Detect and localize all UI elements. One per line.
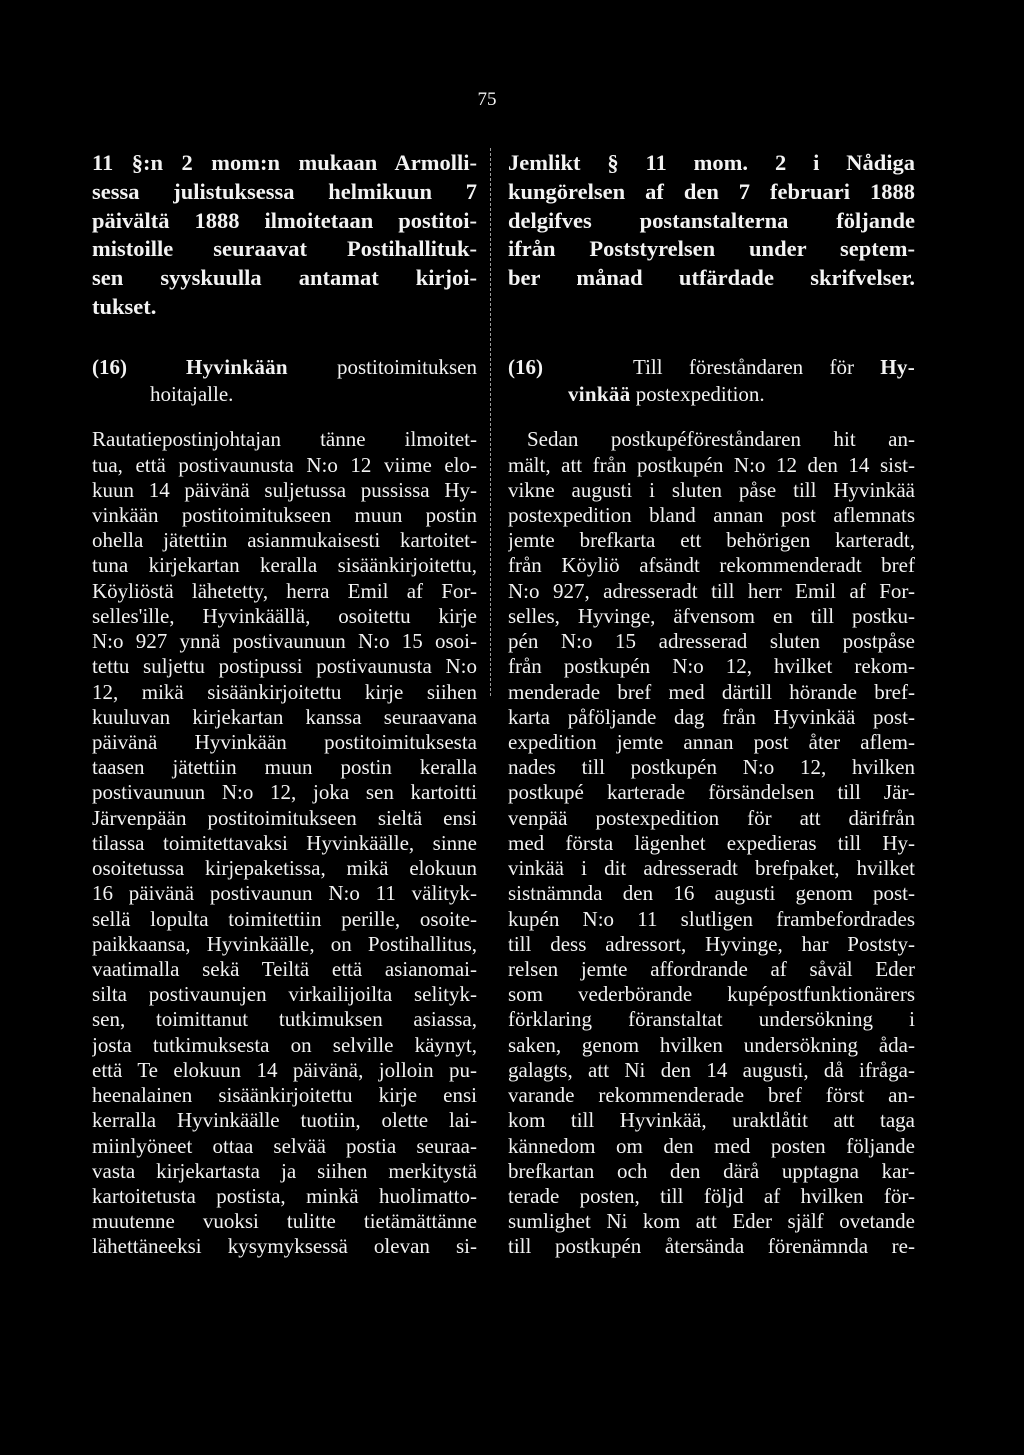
heading-line: Jemlikt § 11 mom. 2 i Nådiga (508, 150, 915, 175)
heading-line: delgifves postanstalterna följande (508, 207, 915, 233)
heading-line: sen syyskuulla antamat kirjoi- (92, 265, 477, 291)
body-line: 12, mikä sisäänkirjoitettu kirje siihen (92, 679, 477, 704)
body-line: kerralla Hyvinkäälle tuotiin, olette lai- (92, 1108, 477, 1133)
body-line: sellä lopulta toimitettiin perille, osoite- (92, 906, 477, 931)
body-line: varande rekommenderade bref först an- (508, 1083, 915, 1108)
heading-line: tukset. (92, 293, 157, 319)
addressee-place-start: Hy- (880, 355, 915, 379)
body-line: taasen jätettiin muun postin keralla (92, 755, 477, 780)
body-line: från postkupén N:o 12, hvilket rekom- (508, 654, 915, 679)
addressee-place: Hyvinkään (186, 355, 288, 379)
body-line: päivänä Hyvinkään postitoimituksesta (92, 730, 477, 755)
body-line: että Te elokuun 14 päivänä, jolloin pu- (92, 1057, 477, 1082)
body-line: kuuluvan kirjekartan kanssa seuraavana (92, 704, 477, 729)
body-line: venpää postexpedition för att därifrån (508, 805, 915, 830)
heading-line: 11 §:n 2 mom:n mukaan Armolli- (92, 150, 477, 175)
letter-heading-line (508, 354, 915, 381)
body-line: silta postivaunujen virkailijoilta selityk- (92, 982, 477, 1007)
body-line: Järvenpään postitoimitukseen sieltä ensi (92, 805, 477, 830)
body-line: N:o 927, adresseradt till herr Emil af For- (508, 578, 915, 603)
body-line: som vederbörande kupépostfunktionärers (508, 982, 915, 1007)
body-line: nades till postkupén N:o 12, hvilken (508, 755, 915, 780)
body-line: 16 päivänä postivaunun N:o 11 välityk- (92, 881, 477, 906)
body-line: vasta kirjekartasta ja siihen merkitystä (92, 1158, 477, 1183)
body-line: tua, että postivaunusta N:o 12 viime elo- (92, 452, 477, 477)
letter-body (508, 427, 915, 1259)
body-line: Köyliöstä lähetetty, herra Emil af For- (92, 578, 477, 603)
body-line: postexpedition bland annan post aflemnats (508, 503, 915, 528)
body-line: sen, toimittanut tutkimuksen asiassa, (92, 1007, 477, 1032)
addressee-title: postitoimituksen (336, 355, 477, 379)
letter-addressee (633, 354, 915, 381)
body-line: mält, att från postkupén N:o 12 den 14 sist- (508, 452, 915, 477)
page-number: 75 (477, 89, 497, 110)
body-line: muutenne vuoksi tulitte tietämättänne (92, 1209, 477, 1234)
body-line: saken, genom hvilken undersökning åda- (508, 1032, 915, 1057)
column-heading (508, 149, 915, 293)
body-line: heenalainen sisäänkirjoitettu kirje ensi (92, 1083, 477, 1108)
body-line: brefkartan och den därå upptagna kar- (508, 1158, 915, 1183)
body-line: Rautatiepostinjohtajan tänne ilmoitet- (92, 427, 477, 452)
body-line: pén N:o 15 adresserad sluten postpåse (508, 629, 915, 654)
body-line: galagts, att Ni den 14 augusti, då ifråga- (508, 1057, 915, 1082)
body-line: expedition jemte annan post åter aflem- (508, 730, 915, 755)
heading-line: mistoille seuraavat Postihallituk- (92, 236, 477, 262)
body-line: tilassa toimitettavaksi Hyvinkäälle, sinne (92, 830, 477, 855)
body-line: jemte brefkarta ett behörigen karteradt, (508, 528, 915, 553)
letter-heading (508, 354, 915, 408)
addressee-office: postexpedition. (635, 382, 765, 406)
body-line: från Köyliö afsändt rekommenderadt bref (508, 553, 915, 578)
body-line: kartoitetusta postista, minkä huolimatto- (92, 1183, 477, 1208)
body-line: terade posten, till följd af hvilken för- (508, 1183, 915, 1208)
body-line: till dess adressort, Hyvinge, har Poststy- (508, 931, 915, 956)
column-heading (92, 149, 477, 322)
letter-body (92, 427, 477, 1259)
body-line: kupén N:o 11 slutligen frambefordrades (508, 906, 915, 931)
finnish-column (92, 0, 477, 1455)
body-line: kuun 14 päivänä suljetussa pussissa Hy- (92, 477, 477, 502)
body-line: postivaunuun N:o 12, joka sen kartoitti (92, 780, 477, 805)
body-line: selles'ille, Hyvinkäällä, osoitettu kirje (92, 603, 477, 628)
body-line: ohella jätettiin asianmukaisesti kartoitet- (92, 528, 477, 553)
body-line: kom till Hyvinkää, uraktlåtit att taga (508, 1108, 915, 1133)
body-line: kännedom om den med posten följande (508, 1133, 915, 1158)
letter-heading-line (92, 354, 477, 381)
heading-line: ifrån Poststyrelsen under septem- (508, 236, 915, 262)
body-line: miinlyöneet ottaa selvää postia seuraa- (92, 1133, 477, 1158)
addressee-place-end: vinkää (568, 382, 631, 406)
addressee-title: Till föreståndaren för (633, 355, 854, 379)
body-line: lähettäneeksi kysymyksessä olevan si- (92, 1234, 477, 1259)
body-line: relsen jemte affordrande af såväl Eder (508, 956, 915, 981)
body-line: tuna kirjekartan keralla sisäänkirjoitettu, (92, 553, 477, 578)
body-line: N:o 927 ynnä postivaunuun N:o 15 osoi- (92, 629, 477, 654)
body-line: vikne augusti i sluten påse till Hyvinkää (508, 477, 915, 502)
body-line: vinkään postitoimitukseen muun postin (92, 503, 477, 528)
heading-line: kungörelsen af den 7 februari 1888 (508, 178, 915, 204)
heading-line: ber månad utfärdade skrifvelser. (508, 265, 915, 291)
body-line: sumlighet Ni kom att Eder själf ovetande (508, 1209, 915, 1234)
body-line: josta tutkimuksesta on selville käynyt, (92, 1032, 477, 1057)
body-line: postkupé karterade försändelsen till Jär- (508, 780, 915, 805)
column-divider (490, 148, 491, 696)
body-line: selles, Hyvinge, äfvensom en till postku- (508, 603, 915, 628)
body-line: karta påföljande dag från Hyvinkää post- (508, 704, 915, 729)
body-line: osoitetussa kirjepaketissa, mikä elokuun (92, 856, 477, 881)
body-line: paikkaansa, Hyvinkäälle, on Postihallitus, (92, 931, 477, 956)
body-line: till postkupén återsända förenämnda re- (508, 1234, 915, 1259)
body-line: Sedan postkupéföreståndaren hit an- (527, 427, 915, 452)
letter-heading-continuation: hoitajalle. (150, 382, 234, 406)
heading-line: sessa julistuksessa helmikuun 7 (92, 178, 477, 204)
letter-number: (16) (508, 355, 543, 379)
letter-number: (16) (92, 355, 127, 379)
heading-line: päivältä 1888 ilmoitetaan postitoi- (92, 207, 477, 233)
body-line: med första lägenhet expedieras till Hy- (508, 830, 915, 855)
letter-heading-continuation (508, 381, 915, 408)
body-line: tettu suljettu postipussi postivaunusta N:o (92, 654, 477, 679)
letter-addressee (186, 354, 477, 381)
body-line: vinkää i dit adresseradt brefpaket, hvilket (508, 856, 915, 881)
body-line: förklaring föranstaltat undersökning i (508, 1007, 915, 1032)
letter-heading (92, 354, 477, 408)
swedish-column (508, 0, 915, 1455)
body-line: vaatimalla sekä Teiltä että asianomai- (92, 956, 477, 981)
body-line: sistnämnda den 16 augusti genom post- (508, 881, 915, 906)
body-line: menderade bref med därtill hörande bref- (508, 679, 915, 704)
